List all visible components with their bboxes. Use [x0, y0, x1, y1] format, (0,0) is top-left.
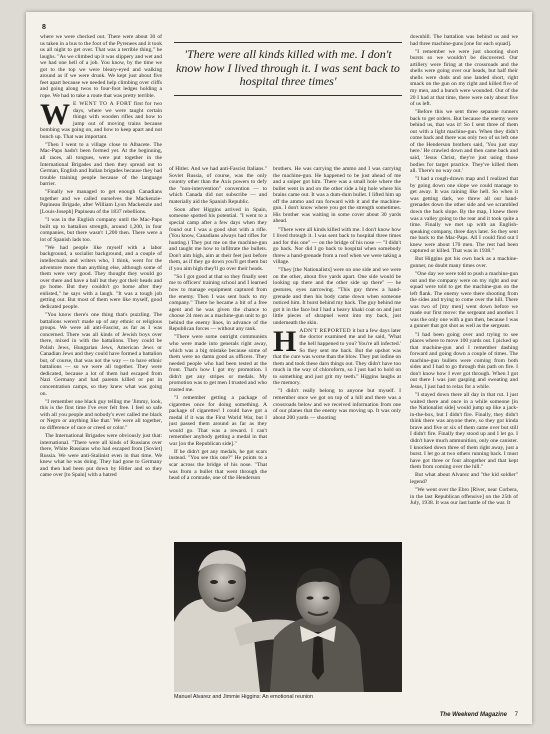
- article-column-1: [40, 34, 162, 718]
- paragraph: "I had a rough-drawn map and I realized that by going down one slope we could manage to get away. It was raining like hell. So when it was getting dark, we threw all our hand-grenades down the other side and we scrambled down the back slope. By the map, I knew there was a valley going to the rear and it took quite a time. Finally we met up with an English-speaking company, three days later. So they sent me back to the Mac-Paps. All I could find out I knew were about 170 men. The rest had been captured or killed. That was in 1938.": [410, 176, 518, 255]
- reunion-photo: [174, 542, 402, 692]
- article-column-4: [410, 34, 518, 718]
- small-caps-lead: E WENT TO A FORT: [73, 101, 132, 108]
- paragraph: "They [the Nationalists] were on one side and we were on the other, about five yards apart. One side would be looking up there and the other side up there" — he gestures, eyes narrowing. "This guy threw a hand-grenade and then his body came down when someone noticed him. It burst behind my back. The guy behind me got it in the face but I had a heavy khaki coat on and just little pieces of shrapnel went into my back, just underneath the skin.: [273, 267, 401, 326]
- drop-cap-rest: first for two days, where we were taught certain things with wooden rifles and how to jump out of moving trains because bombing was going on, and how to keep apart and not bunch up. That was important.: [40, 101, 162, 140]
- photo-illustration: [174, 542, 402, 692]
- paragraph: "There were all kinds killed with me. I don't know how I lived through it. I was sent back to hospital three times and for this one" — on the bridge of his nose — "I didn't go back. Nor did I go back to hospital when somebody threw a hand-grenade from a roof when we were taking a village.: [273, 226, 401, 266]
- paragraph: If he didn't get any medals, he got scars instead. "You see this one?" He points to a scar across the bridge of his nose. "That was from a bullet that went through the head of a comrade, one of the Henderson: [169, 448, 267, 482]
- article-column-2: [169, 166, 267, 542]
- drop-cap: W: [40, 98, 70, 132]
- paragraph: Soon after Higgins arrived in Spain, someone spotted his potential. "I went to a special camp after a few days when they found out I was a good shot with a rifle. (You know, Canadians always had rifles for hunting.) They put me on the machine-gun and taught me how to infiltrate the bullets. Don't aim high, aim at their feet just before them, as if they go down you'll get them but if you aim high they'll go over their heads.: [169, 206, 267, 272]
- paragraph: brothers. He was carrying the ammo and I was carrying the machine-gun. He happened to be just ahead of me and a sniper got him. There was a small hole where the bullet went in and on the other side a big hole where his brains came out. It was a dum-dum bullet. I lifted him up off the ammo and ran forward with it and the machine-gun. I don't know where you get the strength sometimes. His brother was waiting in some cover about 30 yards ahead.: [273, 166, 401, 225]
- magazine-page: [26, 12, 532, 724]
- pull-quote: 'There were all kinds killed with me. I don't know how I lived through it. I was sent back to hospital three times': [174, 42, 402, 96]
- paragraph: The International Brigades were obviously just that: international. "There were all kinds of Russians over there, White Russians who had escaped from [Soviet] Russia. We were anti-Stalinist even in that time. We knew what he was doing. They had gone to Germany and then had been put down by Hitler and so they came over [to Spain] with a hatred: [40, 433, 162, 479]
- paragraph: "Then I went to a village close to Albacete. The Mac-Paps hadn't been formed yet. At the beginning, all races, all tongues, were put together in the International Brigades and then they spread out to German, English and Italian brigades because they had trouble training people because of the language barrier.: [40, 141, 162, 188]
- drop-cap-paragraph: [40, 98, 162, 140]
- paragraph: "There were some outright communists who were made into generals right away, which was a big mistake because some of them were no damn good as officers. They needed people who had been tested at the front. That's how I got my promotion. I didn't get any stripes or medals. My promotion was to get men I trusted and who trusted me.: [169, 334, 267, 393]
- sheet-number: 8: [42, 24, 46, 31]
- paragraph: "So I got good at that so they finally sent me to officers' training school and I learned how to manage equipment captured from the enemy. Then I was sent back to my company." There he became a bit of a free agent and he was given the chance to choose 24 men as a machine-gun unit to go behind the enemy lines, in advance of the Republican forces — without any rank.: [169, 273, 267, 333]
- drop-cap: H: [273, 324, 297, 358]
- page-number: 7: [514, 712, 518, 718]
- page-footer: [440, 712, 518, 718]
- paragraph: "One day we were told to push a machine-gun out and the company were on my right and our squad were told to get the machine-gun on the left flank. The enemy were there shooting from the sides and trying to come over the hill. There was two of [my men] went down before we made our first move: the sergeant and another. I was the only one with a gun then, because I was a gunner that got shot as well as the sergeant.: [410, 271, 518, 330]
- paragraph: where we were checked out. There were about 30 of us taken in a bus to the foot of the Pyrenees and it took us all night to get over. That was a terrible thing," he laughs. "As we climbed up it was slippery and wet and we had one hell of a job. You know, by the time we got to the top we were bleary-eyed and walking around as if we were drunk. We kept just about five feet apart because we needed help climbing over cliffs and going along twos to four-foot ledges holding a rope. We had to take a route that was pretty terrible.: [40, 34, 162, 99]
- paragraph: downhill. The battalion was behind us and we had three machine-guns [one for each squad].: [410, 34, 518, 47]
- paragraph: "I remember we were just shooting short bursts so we wouldn't be discovered. Our artillery were firing at the crossroads and the shells were going over our heads, but half their shells were duds and one landed short, right smack on the gun on my right and killed five of my men, and a bunch were wounded. Out of the 20 I had at that time, there were only about five of us left.: [410, 48, 518, 108]
- paragraph: "We went over the Ebro [River, near Corbera, in the last Republican offensive] on the 25th of July, 1938. It was our last battle of the war. It: [410, 486, 518, 507]
- paragraph: "Before this we sent three separate runners back to get orders. But because the enemy were behind us, that was it! So I sent three of them out with a light machine-gun. When they didn't come back and there was only two of us left one of the Henderson brothers said, 'You just stay here.' He crawled down and then came back and said, 'Jesus Christ, they're just using those bodies for target practice. They've killed them all. There's no way out.': [410, 109, 518, 175]
- paragraph: "I remember getting a package of cigarettes once for doing something. A package of cigarettes! I could have got a medal if it was the First World War, but I just passed them around as far as they would go. That was a reward. I can't remember anybody getting a medal in that war [on the Republican side].": [169, 394, 267, 447]
- paragraph: "I was in the English company until the Mac-Paps built up to battalion strength, around 1,200, in four companies, but there wasn't 1,200 then. There were a lot of Spanish lads too.: [40, 217, 162, 243]
- photo-caption: Manuel Alvarez and Jimmie Higgins: An emotional reunion: [174, 694, 314, 700]
- paragraph: of Hitler. And we had anti-Fascist Italians." Soviet Russia, of course, was the only country other than the Axis powers to defy the "non-intervention" convention — to which Canada did not subscribe — and materially aid the Spanish Republic.: [169, 166, 267, 205]
- magazine-name: The Weekend Magazine: [439, 712, 507, 718]
- paragraph: "We had people like myself with a labor background, a socialist background, and a couple of intellectuals and writers who, I think, went for the adventure more than anything else, although some of them were very good. They thought they would go over there and have a ball but they got their heads and go home. But they couldn't go home after they enlisted," he says with a laugh. "It was a tough job getting out. But most of them were like myself, good dedicated people.: [40, 244, 162, 310]
- paragraph: But what about Alvarez and "the kid soldier" legend?: [410, 472, 518, 485]
- paragraph: "You know there's one thing that's puzzling. The battalions weren't made up of any ethnic or religious groups. We were all anti-Fascist, as far as I was concerned. There was all kinds of Jewish boys over there, mixed in with the battalions. They could be Polish Jews, Hungarian Jews, American Jews or Canadian Jews and they could have formed a battalion but, of course, that was not the way — to have ethnic battalions — so we were all together. They were dedicated, because a lot of them had escaped from Nazi Germany and had parents killed or put in concentration camps, so they knew what was going on.: [40, 311, 162, 397]
- paragraph: "I stayed down there all day in that rut. I just waited there and once in a while someone [in the Nationalist side] would jump up like a jack-in-the-box, but I didn't fire. Finally, they didn't think there was anyone there, so they got kinda brave and five or six of them came over but still I didn't fire. Finally they stood up and I let go. I didn't have much ammunition, only one canister. I knocked down three of them right away, just a burst. I let go at two others running back. I must have got three or four altogether and that kept them from coming over the hill.": [410, 392, 518, 471]
- paragraph: "I remember one black guy telling me 'Jimmy, look, this is the first time I've ever felt free. I feel so safe with all you people and nobody's ever called me black or Negro or anything like that.' We were all together, no difference of race or creed or color.": [40, 398, 162, 431]
- drop-cap-rest: it but a few days later the doctor examined me and he said, 'What the hell happened to you? You're all infected.' So they sent me back. But the upshot was that the cure was worse than the blow. They put iodine on them and took these darn things out. They didn't have too much in the way of chloroform, so I just had to hold on to something and just grit my teeth." Higgins laughs at the memory.: [273, 327, 401, 387]
- drop-cap-paragraph: [273, 324, 401, 387]
- paragraph: "Finally we managed to get enough Canadians together and we called ourselves the Mackenzie-Papineau Brigade, after William Lyon Mackenzie and [Louis-Joseph] Papineau of the 1837 rebellions.: [40, 189, 162, 215]
- small-caps-lead: ADN'T REPORTED: [299, 327, 352, 334]
- paragraph: "I didn't really belong to anyone but myself. I remember once we got on top of a hill and there was a crossroads below and we received information from one of our planes that the enemy was moving up. It was only about 200 yards — shooting: [273, 388, 401, 421]
- paragraph: "I had been going over and trying to see places where to move 100 yards out. I picked up that machine-gun and I remember dashing forward and going down a couple of times. The machine-gun bullets were coming from both sides and I had to go through this path on fire. I don't know how I ever got through. When I got out there I was just gasping and sweating and Jesus, I just had to relax for a while.: [410, 331, 518, 390]
- paragraph: But Higgins got his own back as a machine-gunner, no doubt many times over.: [410, 256, 518, 269]
- article-column-3: [273, 166, 401, 542]
